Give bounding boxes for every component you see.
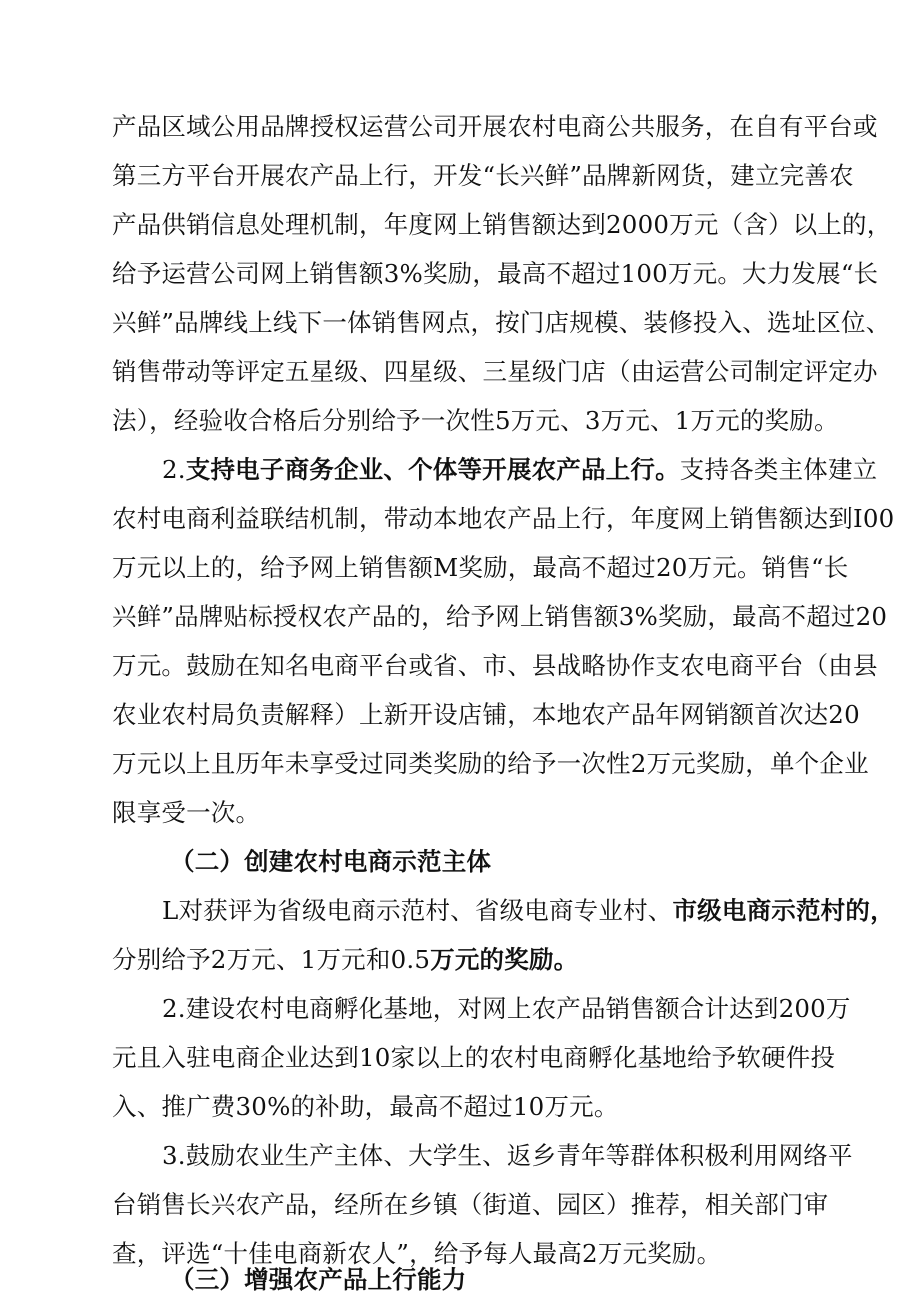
body-line: 万元以上的，给予网上销售额M奖励，最高不超过20万元。销售“长: [112, 553, 849, 582]
paragraph-number: 2.: [162, 455, 186, 484]
section-heading-2: （二）创建农村电商示范主体: [170, 847, 492, 876]
bold-lead: 支持电子商务企业、个体等开展农产品上行。: [185, 455, 680, 484]
body-line: 万元。鼓励在知名电商平台或省、市、县战略协作支农电商平台（由县: [112, 651, 878, 680]
paragraph-5-line: 台销售长兴农产品，经所在乡镇（街道、园区）推荐，相关部门审: [112, 1190, 829, 1219]
paragraph-text: 支持各类主体建立: [679, 455, 878, 484]
body-line: 法），经验收合格后分别给予一次性5万元、3万元、1万元的奖励。: [112, 406, 839, 435]
paragraph-4-line: 元且入驻电商企业达到10家以上的农村电商孵化基地给予软硬件投: [112, 1043, 836, 1072]
body-line: 产品区域公用品牌授权运营公司开展农村电商公共服务，在自有平台或: [112, 112, 878, 141]
paragraph-4-line: 2.建设农村电商孵化基地，对网上农产品销售额合计达到200万: [162, 994, 851, 1023]
section-heading-3: （三）增强农产品上行能力: [170, 1265, 467, 1294]
paragraph-3-first-line: [162, 893, 895, 929]
body-line: 兴鲜”品牌线上线下一体销售网点，按门店规模、装修投入、选址区位、: [112, 308, 891, 337]
paragraph-text: L对获评为省级电商示范村、省级电商专业村、: [162, 896, 673, 925]
paragraph-5-line: 查，评选“十佳电商新农人”，给予每人最高2万元奖励。: [112, 1239, 722, 1268]
body-line: 给予运营公司网上销售额3%奖励，最高不超过100万元。大力发展“长: [112, 259, 879, 288]
paragraph-5-line: 3.鼓励农业生产主体、大学生、返乡青年等群体积极利用网络平: [162, 1141, 853, 1170]
paragraph-2-first-line: [162, 452, 877, 488]
bold-text: 万元的奖励。: [430, 945, 579, 974]
body-line: 农村电商利益联结机制，带动本地农产品上行，年度网上销售额达到I00: [112, 504, 895, 533]
body-line: 产品供销信息处理机制，年度网上销售额达到2000万元（含）以上的，: [112, 210, 892, 239]
bold-text: 市级电商示范村的，: [672, 896, 895, 925]
body-line: 销售带动等评定五星级、四星级、三星级门店（由运营公司制定评定办: [112, 357, 878, 386]
body-line: 兴鲜”品牌贴标授权农产品的，给予网上销售额3%奖励，最高不超过20: [112, 602, 888, 631]
body-line: 第三方平台开展农产品上行，开发“长兴鲜”品牌新网货，建立完善农: [112, 161, 854, 190]
body-line: 限享受一次。: [112, 798, 261, 827]
paragraph-3-second-line: [112, 942, 578, 978]
paragraph-text: 分别给予2万元、1万元和0.5: [112, 945, 431, 974]
body-line: 农业农村局负责解释）上新开设店铺，本地农产品年网销额首次达20: [112, 700, 860, 729]
body-line: 万元以上且历年未享受过同类奖励的给予一次性2万元奖励，单个企业: [112, 749, 869, 778]
paragraph-4-line: 入、推广费30%的补助，最高不超过10万元。: [112, 1092, 619, 1121]
